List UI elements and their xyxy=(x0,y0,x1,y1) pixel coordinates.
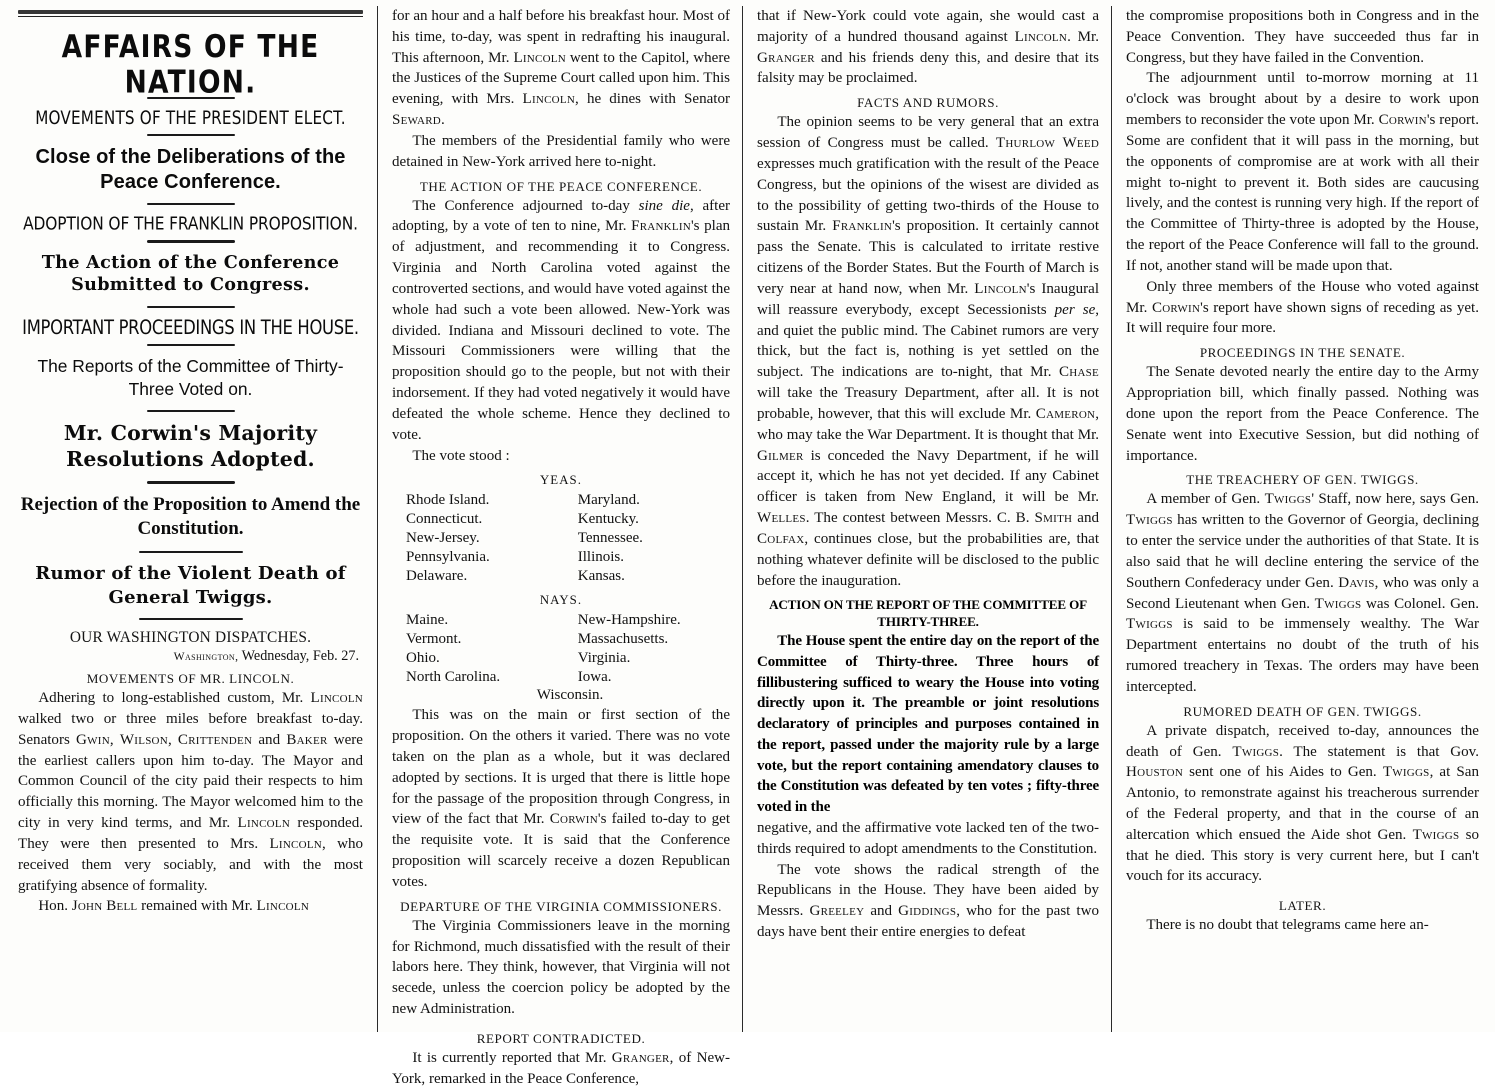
deck-rule-5 xyxy=(147,306,235,308)
list-item: Virginia. xyxy=(577,649,631,666)
list-item: Vermont. xyxy=(406,630,462,647)
subheading-proceedings-in-the-senate: PROCEEDINGS IN THE SENATE. xyxy=(1199,345,1406,361)
paragraph xyxy=(757,112,1099,591)
table-row xyxy=(392,491,730,585)
spacer xyxy=(1126,887,1479,892)
subheading-movements-lincoln: MOVEMENTS OF MR. LINCOLN. xyxy=(86,671,295,687)
paragraph: It is currently reported that Mr. Granger, of New-York, remarked in the Peace Conference, xyxy=(392,1049,731,1087)
list-item: Pennsylvania. xyxy=(406,549,490,566)
heavily-inked-block xyxy=(757,597,1099,818)
list-item: Rhode Island. xyxy=(406,492,490,509)
paragraph: The members of the Presidential family who were detained in New-York arrived here to-night. xyxy=(392,132,731,170)
paragraph: the compromise propositions both in Congress and in the Peace Convention. They have succeeded thus far in Congress, but they have failed in the Convention. xyxy=(1126,8,1479,66)
subheading-later: LATER. xyxy=(1278,898,1327,914)
subheading-facts-and-rumors: FACTS AND RUMORS. xyxy=(857,95,999,111)
list-item: Ohio. xyxy=(406,649,440,666)
paragraph xyxy=(392,196,730,446)
deck-rule-9 xyxy=(139,551,243,553)
headline-deck-9: Rumor of the Violent Death of General Twiggs. xyxy=(35,563,346,608)
headline-deck-1: MOVEMENTS OF THE PRESIDENT ELECT. xyxy=(35,106,346,129)
nays-left-cell xyxy=(392,611,568,687)
yeas-right-cell xyxy=(568,491,730,585)
headline-deck-8: Rejection of the Proposition to Amend the Constitution. xyxy=(20,493,361,540)
deck-rule-10 xyxy=(139,618,243,620)
paragraph: Hon. John Bell remained with Mr. Lincoln xyxy=(38,898,310,915)
list-item: New-Hampshire. xyxy=(577,611,681,628)
list-item: Kentucky. xyxy=(577,511,639,528)
deck-rule-8 xyxy=(147,481,235,483)
subheading-departure-virginia-commissioners: DEPARTURE OF THE VIRGINIA COMMISSIONERS. xyxy=(400,898,722,914)
dispatch-heading: OUR WASHINGTON DISPATCHES. xyxy=(69,629,312,647)
deck-rule-7 xyxy=(147,410,235,412)
paragraph-part-b: , and quiet the public mind. The Cabinet rumors are very thick, but the fact is, nothing is yet settled on the subject. The indications are to-night, that Mr. Chase will take the Treasury Department, after all. It is not probable, however, that this will exclude Mr. Cameron, who may take the War Department. It is thought that Mr. Gilmer is conceded the Navy Department, if he will accept it, which he has not yet decided. If any Cabinet officer is taken from New England, it will be Mr. Welles. The contest between Messrs. C. B. Smith and Colfax, continues close, but the probabilities are, that nothing whatever definite will be disclosed to the public before the inauguration. xyxy=(757,301,1100,589)
paragraph: The Senate devoted nearly the entire day to the Army Appropriation bill, which finally passed. Nothing was done upon the report from the Peace Conference. The Senate went into Executive Session, but did nothing of importance. xyxy=(1126,364,1479,464)
paragraph: A private dispatch, received to-day, announces the death of Gen. Twiggs. The statement is that Gov. Houston sent one of his Aides to Gen. Twiggs, at San Antonio, to remonstrate against his treacherous surrender of the Federal property, and that in the course of an altercation which ensued the Aide shot Gen. Twiggs so that he died. This story is very current here, but I can't vouch for its accuracy. xyxy=(1126,722,1479,885)
yeas-left-cell xyxy=(392,491,568,585)
deck-rule-4 xyxy=(147,240,235,242)
paragraph: for an hour and a half before his breakfast hour. Most of his time, to-day, was spent in redrafting his inaugural. This afternoon, Mr. Lincoln went to the Capitol, where the Justices of the Supreme Court called upon him. This evening, with Mrs. Lincoln, he dines with Senator Seward. xyxy=(392,8,731,129)
paragraph: negative, and the affirmative vote lacked ten of the two-thirds required to adopt amendments to the Constitution. xyxy=(757,819,1100,857)
list-item: Maine. xyxy=(406,611,449,628)
headline-deck-5: IMPORTANT PROCEEDINGS IN THE HOUSE. xyxy=(22,315,359,339)
paragraph: The vote stood : xyxy=(412,447,510,464)
list-item: Delaware. xyxy=(406,567,468,584)
paragraph-part-a: The Conference adjourned to-day xyxy=(412,197,639,214)
headline-deck-6: The Reports of the Committee of Thirty-Three Voted on. xyxy=(37,356,344,399)
nays-vote-table xyxy=(392,611,730,687)
subheading-rumored-death-gen-twiggs: RUMORED DEATH OF GEN. TWIGGS. xyxy=(1183,703,1422,719)
list-item: Illinois. xyxy=(577,549,625,566)
column-3 xyxy=(742,6,1111,1032)
paragraph: The adjournment until to-morrow morning at 11 o'clock was brought about by a desire to work upon members to reconsider the vote upon Mr. Corwin's report. Some are confident that it will pass in the morning, but the opponents of compromise are at work with all their might to-night to prevent it. Both sides are caucusing lively, and the contest is running very high. If the report of the Committee of Thirty-three is adopted by the House, the report of the Peace Conference will fall to the ground. If not, another stand will be made upon that. xyxy=(1126,70,1479,274)
deck-rule-6 xyxy=(147,344,235,346)
paragraph: The House spent the entire day on the report of the Committee of Thirty-three. Three hours of fillibustering sufficed to weary the House into voting directly upon it. The preamble or joint resolutions declaratory of principles and purposes contained in the report, passed under the majority rule by a large vote, but the report containing amendatory clauses to the Constitution was defeated by ten votes ; fifty-three voted in the xyxy=(757,633,1100,816)
paragraph-part-b: , after adopting, by a vote of ten to nine, Mr. Franklin's plan of adjustment, and recommending it to Congress. Virginia and North Carolina voted against the controverted sections, and would have voted against the whole had such a vote been allowed. New-York was divided. Indiana and Missouri declined to vote. The Missouri Commissioners were willing that the proposition should go to the people, but not with their indorsement. If they had voted negatively it would have defeated the whole scheme. Hence they declined to vote. xyxy=(392,197,731,443)
list-item: Connecticut. xyxy=(406,511,483,528)
subheading-treachery-gen-twiggs: THE TREACHERY OF GEN. TWIGGS. xyxy=(1186,472,1419,488)
paragraph: A member of Gen. Twiggs' Staff, now here, says Gen. Twiggs has written to the Governor of Georgia, declining to enter the service under the authorities of that State. It is also said that he will decline entering the service of the Southern Confederacy under Gen. Davis, who was only a Second Lieutenant when Gen. Twiggs was Colonel. Gen. Twiggs is said to be immensely wealthy. The War Department entertains no doubt of the truth of his rumored treachery in Texas. The orders may have been intercepted. xyxy=(1126,491,1479,695)
column-1 xyxy=(6,6,377,1032)
paragraph: The Virginia Commissioners leave in the morning for Richmond, much dissatisfied with the result of their labors here. They think, however, that Virginia will not secede, unless the coercion policy be adopted by the new Administration. xyxy=(392,917,731,1018)
column-2 xyxy=(377,6,742,1087)
deck-rule-2 xyxy=(147,134,235,136)
masthead-rule-thick xyxy=(18,10,363,14)
paragraph: that if New-York could vote again, she would cast a majority of a hundred thousand against Lincoln. Mr. Granger and his friends deny this, and desire that its falsity may be proclaimed. xyxy=(757,8,1100,87)
paragraph: The vote shows the radical strength of the Republicans in the House. They have been aided by Messrs. Greeley and Giddings, who for the past two days have bent their entire energies to defeat xyxy=(757,861,1100,941)
deck-rule-3 xyxy=(147,203,235,205)
subheading-report-contradicted: REPORT CONTRADICTED. xyxy=(476,1030,646,1046)
table-row xyxy=(392,611,730,687)
headline-deck-7: Mr. Corwin's Majority Resolutions Adopted. xyxy=(63,420,318,471)
list-item: Maryland. xyxy=(577,492,640,509)
paragraph: Only three members of the House who voted against Mr. Corwin's report have shown signs of receding as yet. It will require four more. xyxy=(1126,278,1479,337)
spacer xyxy=(392,1020,730,1025)
nays-center-item: Wisconsin. xyxy=(536,687,604,704)
dateline-date: Wednesday, Feb. 27. xyxy=(238,648,359,665)
paragraph: This was on the main or first section of the proposition. On the others it varied. There was no vote taken on the plan as a whole, but it was declared adopted by sections. It is urged that there is little hope for the passage of the proposition through Congress, in view of the fact that Mr. Corwin's failed to-day to get the requisite vote. It is said that the Conference proposition will scarcely receive a dozen Republican votes. xyxy=(392,707,731,890)
yeas-vote-table xyxy=(392,491,730,585)
column-4 xyxy=(1111,6,1489,1032)
subheading-action-peace-conference: THE ACTION OF THE PEACE CONFERENCE. xyxy=(419,178,703,194)
dateline xyxy=(18,648,363,665)
vote-heading-yeas: YEAS. xyxy=(539,473,583,488)
paragraph-part-a: The opinion seems to be very general that an extra session of Congress must be called. Thurlow Weed expresses much gratification with the result of the Peace Congress, but the opinions of the wisest are divided as to the possibility of getting two-thirds of the House to sustain Mr. Franklin's proposition. It certainly cannot pass the Senate. This is calculated to irritate restive citizens of the Border States. But the Fourth of March is very near at hand now, when Mr. Lincoln's Inaugural will reassure everybody, except Secessionists xyxy=(757,114,1100,318)
headline-deck-4: The Action of the Conference Submitted to Congress. xyxy=(41,251,340,296)
list-item: Massachusetts. xyxy=(577,630,669,647)
headline-deck-3: ADOPTION OF THE FRANKLIN PROPOSITION. xyxy=(23,212,358,235)
list-item: North Carolina. xyxy=(406,668,501,685)
masthead-title: AFFAIRS OF THE NATION. xyxy=(61,29,320,101)
paragraph: There is no doubt that telegrams came here an- xyxy=(1146,917,1429,934)
subheading-action-on-report-committee-thirty-three: ACTION ON THE REPORT OF THE COMMITTEE OF THIRTY-THREE. xyxy=(769,597,1087,629)
latin-phrase-per-se: per se xyxy=(1054,301,1096,318)
headline-deck-2: Close of the Deliberations of the Peace Conference. xyxy=(35,146,346,193)
list-item: Kansas. xyxy=(577,567,625,584)
list-item: New-Jersey. xyxy=(406,530,480,547)
nays-right-cell xyxy=(568,611,730,687)
paragraph: Adhering to long-established custom, Mr. Lincoln walked two or three miles before breakfast to-day. Senators Gwin, Wilson, Crittenden and Baker were the earliest callers upon him to-day. The Mayor and Common Council of the city paid their respects to him officially this morning. The Mayor welcomed him to the city in very kind terms, and Mr. Lincoln responded. They were then presented to Mrs. Lincoln, who received them very sociably, and with the most gratifying absence of formality. xyxy=(18,690,364,894)
list-item: Iowa. xyxy=(577,668,612,685)
latin-phrase-sine-die: sine die xyxy=(638,197,690,214)
vote-heading-nays: NAYS. xyxy=(539,592,583,607)
list-item: Tennessee. xyxy=(577,530,643,547)
dateline-city: Washington, xyxy=(173,650,239,664)
